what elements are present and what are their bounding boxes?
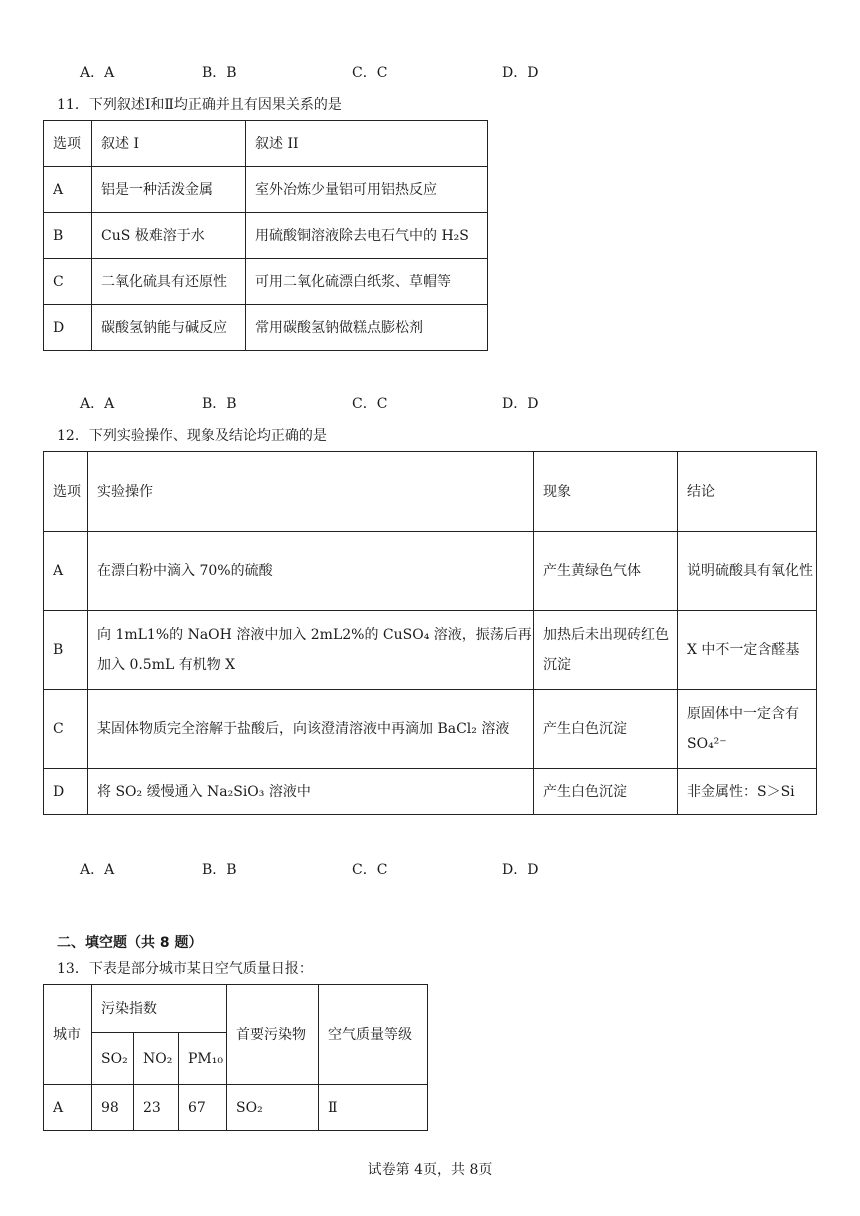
option-d[interactable]: D．D <box>502 396 539 412</box>
table-cell: 碳酸氢钠能与碱反应 <box>92 305 246 351</box>
table-cell: SO₂ <box>227 1085 319 1131</box>
table-cell: A <box>44 167 92 213</box>
table-cell: Ⅱ <box>319 1085 428 1131</box>
table-row <box>44 611 817 690</box>
table-cell: 常用碳酸氢钠做糕点膨松剂 <box>246 305 488 351</box>
header-cell: 城市 <box>44 985 92 1085</box>
option-a[interactable]: A．A <box>80 65 115 81</box>
option-b[interactable]: B．B <box>202 862 237 878</box>
table-row <box>44 167 488 213</box>
table-header-row <box>44 452 817 532</box>
option-d[interactable]: D．D <box>502 862 539 878</box>
q12-table <box>43 451 817 815</box>
header-cell: NO₂ <box>134 1033 179 1085</box>
table-cell: 铝是一种活泼金属 <box>92 167 246 213</box>
table-row <box>44 305 488 351</box>
table-cell: B <box>44 611 88 690</box>
q13-table <box>43 984 428 1131</box>
table-cell: C <box>44 259 92 305</box>
table-cell: A <box>44 1085 92 1131</box>
option-c[interactable]: C．C <box>352 862 388 878</box>
table-cell: D <box>44 769 88 815</box>
table-row <box>44 213 488 259</box>
table-header-row <box>44 121 488 167</box>
header-cell: 现象 <box>534 452 678 532</box>
header-cell: 叙述 I <box>92 121 246 167</box>
option-c[interactable]: C．C <box>352 396 388 412</box>
header-cell: PM₁₀ <box>179 1033 227 1085</box>
section-heading: 二、填空题（共 8 题） <box>57 935 203 951</box>
question-11-title: 11．下列叙述Ⅰ和Ⅱ均正确并且有因果关系的是 <box>57 97 342 113</box>
table-cell: B <box>44 213 92 259</box>
question-13-title: 13．下表是部分城市某日空气质量日报： <box>57 961 313 977</box>
table-cell: 加热后未出现砖红色沉淀 <box>534 611 678 690</box>
table-cell: 产生白色沉淀 <box>534 769 678 815</box>
table-row <box>44 532 817 611</box>
table-cell: 室外冶炼少量铝可用铝热反应 <box>246 167 488 213</box>
table-row <box>44 259 488 305</box>
table-cell: 说明硫酸具有氧化性 <box>678 532 817 611</box>
table-cell: X 中不一定含醛基 <box>678 611 817 690</box>
option-b[interactable]: B．B <box>202 396 237 412</box>
page-footer: 试卷第 4页，共 8页 <box>367 1162 493 1178</box>
option-d[interactable]: D．D <box>502 65 539 81</box>
header-cell: 实验操作 <box>88 452 534 532</box>
option-c[interactable]: C．C <box>352 65 388 81</box>
table-cell: 98 <box>92 1085 134 1131</box>
q11-table <box>43 120 488 351</box>
table-cell: 产生黄绿色气体 <box>534 532 678 611</box>
table-cell: 二氧化硫具有还原性 <box>92 259 246 305</box>
table-cell: A <box>44 532 88 611</box>
header-cell: 空气质量等级 <box>319 985 428 1085</box>
table-header-row <box>44 985 428 1033</box>
header-cell: SO₂ <box>92 1033 134 1085</box>
header-cell: 叙述 II <box>246 121 488 167</box>
table-cell: 原固体中一定含有 SO₄²⁻ <box>678 690 817 769</box>
table-cell: 67 <box>179 1085 227 1131</box>
table-cell: 在漂白粉中滴入 70%的硫酸 <box>88 532 534 611</box>
table-cell: 可用二氧化硫漂白纸浆、草帽等 <box>246 259 488 305</box>
table-row <box>44 690 817 769</box>
table-cell: C <box>44 690 88 769</box>
header-cell: 污染指数 <box>92 985 227 1033</box>
option-a[interactable]: A．A <box>80 862 115 878</box>
header-cell: 首要污染物 <box>227 985 319 1085</box>
table-cell: D <box>44 305 92 351</box>
table-cell: 将 SO₂ 缓慢通入 Na₂SiO₃ 溶液中 <box>88 769 534 815</box>
option-b[interactable]: B．B <box>202 65 237 81</box>
table-cell: 23 <box>134 1085 179 1131</box>
table-cell: 非金属性：S＞Si <box>678 769 817 815</box>
table-cell: 向 1mL1%的 NaOH 溶液中加入 2mL2%的 CuSO₄ 溶液，振荡后再加入 0.5mL 有机物 X <box>88 611 534 690</box>
option-a[interactable]: A．A <box>80 396 115 412</box>
header-cell: 选项 <box>44 121 92 167</box>
table-cell: 某固体物质完全溶解于盐酸后，向该澄清溶液中再滴加 BaCl₂ 溶液 <box>88 690 534 769</box>
table-cell: CuS 极难溶于水 <box>92 213 246 259</box>
table-row <box>44 769 817 815</box>
table-row <box>44 1085 428 1131</box>
header-cell: 选项 <box>44 452 88 532</box>
table-cell: 产生白色沉淀 <box>534 690 678 769</box>
table-cell: 用硫酸铜溶液除去电石气中的 H₂S <box>246 213 488 259</box>
question-12-title: 12．下列实验操作、现象及结论均正确的是 <box>57 428 327 444</box>
header-cell: 结论 <box>678 452 817 532</box>
